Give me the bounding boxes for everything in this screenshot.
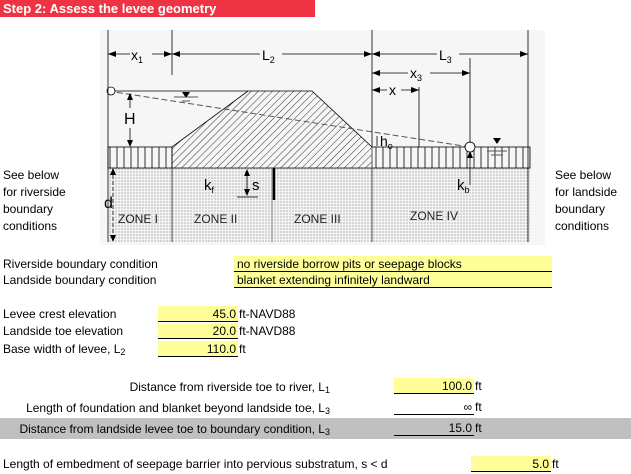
kb-label: $k_b$ bbox=[457, 177, 470, 195]
L3-label: $L_3$ bbox=[439, 47, 452, 65]
landside-note bbox=[555, 167, 617, 235]
boundary-distance-text: Distance from landside levee toe to boundary condition, L bbox=[19, 422, 325, 436]
h0-label: $h_o$ bbox=[380, 133, 393, 151]
crest-elevation-label: Levee crest elevation bbox=[3, 307, 117, 321]
d-label: d bbox=[104, 195, 113, 212]
river-distance-text: Distance from riverside toe to river, L bbox=[129, 380, 325, 394]
zone-3-label: ZONE III bbox=[294, 212, 341, 226]
boundary-distance-unit: ft bbox=[475, 421, 482, 435]
toe-elevation-input[interactable]: 20.0 bbox=[158, 323, 238, 339]
base-width-label bbox=[3, 341, 125, 357]
note-line: conditions bbox=[3, 219, 58, 233]
landside-boundary-select[interactable]: blanket extending infinitely landward bbox=[234, 272, 552, 288]
crest-elevation-unit: ft-NAVD88 bbox=[239, 307, 296, 321]
x3-label: $x_3$ bbox=[410, 65, 423, 83]
river-distance-unit: ft bbox=[475, 379, 482, 393]
note-line: for landside bbox=[555, 185, 618, 199]
base-width-text: Base width of levee, L bbox=[3, 342, 121, 356]
river-distance-label bbox=[130, 379, 330, 395]
base-width-unit: ft bbox=[239, 342, 246, 356]
riverside-note bbox=[3, 167, 66, 235]
riverside-boundary-select[interactable]: no riverside borrow pits or seepage blocks bbox=[234, 256, 552, 272]
note-line: boundary bbox=[3, 202, 54, 216]
step-header: Step 2: Assess the levee geometry bbox=[0, 0, 315, 17]
zone-2-label: ZONE II bbox=[194, 212, 238, 226]
note-line: See below bbox=[555, 168, 612, 182]
toe-elevation-label: Landside toe elevation bbox=[3, 324, 124, 338]
riverside-boundary-label: Riverside boundary condition bbox=[3, 257, 158, 271]
x1-label: $x_1$ bbox=[131, 47, 144, 65]
note-line: boundary bbox=[555, 202, 606, 216]
zone-1-label: ZONE I bbox=[118, 212, 159, 226]
crest-elevation-input[interactable]: 45.0 bbox=[158, 306, 238, 322]
s-label: s bbox=[252, 177, 260, 194]
levee-cross-section-diagram bbox=[100, 30, 545, 245]
H-label: H bbox=[124, 111, 136, 128]
x-label: x bbox=[389, 82, 396, 98]
kf-label: $k_f$ bbox=[204, 177, 215, 195]
boundary-distance-label bbox=[19, 421, 330, 437]
toe-elevation-unit: ft-NAVD88 bbox=[239, 324, 296, 338]
L2-label: $L_2$ bbox=[262, 47, 275, 65]
foundation-length-sub: 3 bbox=[324, 406, 330, 416]
boundary-distance-value: 15.0 bbox=[394, 420, 474, 436]
landside-boundary-label: Landside boundary condition bbox=[3, 273, 157, 287]
foundation-length-value: ∞ bbox=[394, 399, 474, 415]
foundation-length-unit: ft bbox=[475, 400, 482, 414]
note-line: conditions bbox=[555, 219, 610, 233]
note-line: See below bbox=[3, 168, 60, 182]
zone-4-label: ZONE IV bbox=[410, 209, 459, 223]
embedment-input[interactable]: 5.0 bbox=[471, 456, 551, 472]
foundation-length-text: Length of foundation and blanket beyond landside toe, L bbox=[26, 401, 325, 415]
river-distance-input[interactable]: 100.0 bbox=[394, 378, 474, 394]
foundation-length-label bbox=[26, 400, 330, 416]
river-distance-sub: 1 bbox=[324, 385, 330, 395]
base-width-sub: 2 bbox=[120, 347, 126, 357]
note-line: for riverside bbox=[3, 185, 66, 199]
embedment-label: Length of embedment of seepage barrier into pervious substratum, s < d bbox=[3, 457, 388, 471]
base-width-input[interactable]: 110.0 bbox=[158, 341, 238, 357]
boundary-distance-sub: 3 bbox=[324, 427, 330, 437]
embedment-unit: ft bbox=[552, 457, 559, 471]
